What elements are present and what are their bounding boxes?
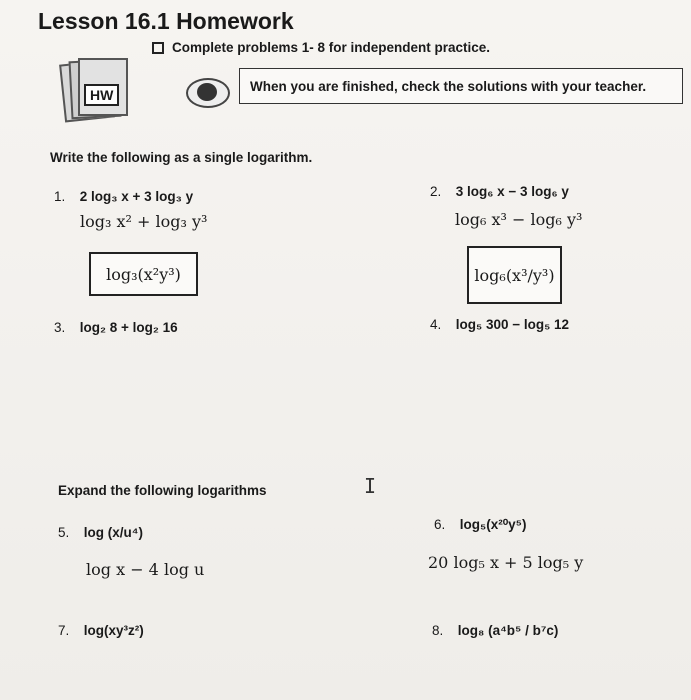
section1-instruction: Write the following as a single logarithm.: [50, 150, 313, 165]
problem-number: 2.: [430, 184, 442, 199]
problem-expression: log(xy³z²): [83, 623, 144, 638]
problem-4: [430, 317, 569, 332]
finish-note: When you are finished, check the solutions with your teacher.: [250, 78, 647, 94]
task-text: Complete problems 1- 8 for independent practice.: [172, 40, 491, 55]
problem-1-answer: log₃(x²y³): [106, 264, 181, 284]
problem-6-work: 20 log₅ x + 5 log₅ y: [428, 553, 584, 572]
problem-1: [54, 189, 193, 204]
problem-7: [58, 623, 144, 638]
problem-number: 3.: [54, 320, 66, 335]
problem-2-answer-box: [467, 246, 562, 304]
problem-6: [434, 517, 526, 533]
task-line: [152, 40, 490, 55]
section2-instruction: Expand the following logarithms: [58, 483, 267, 498]
problem-1-work: log₃ x² + log₃ y³: [80, 212, 208, 231]
problem-3: [54, 320, 178, 335]
problem-2-work: log₆ x³ − log₆ y³: [455, 210, 583, 229]
problem-2-answer: log₆(x³/y³): [474, 265, 555, 285]
check-solution-icon: [186, 78, 230, 108]
homework-icon: [62, 58, 152, 134]
problem-8: [432, 623, 558, 638]
problem-expression: 2 log₃ x + 3 log₃ y: [79, 189, 194, 204]
problem-number: 6.: [434, 517, 446, 532]
hw-label: HW: [84, 84, 119, 106]
problem-expression: log₅(x²⁰y⁵): [459, 517, 527, 532]
problem-expression: log₂ 8 + log₂ 16: [79, 320, 178, 335]
problem-number: 7.: [58, 623, 70, 638]
text-cursor-icon: I: [364, 474, 377, 498]
problem-number: 8.: [432, 623, 444, 638]
problem-2: [430, 184, 569, 199]
problem-5-work: log x − 4 log u: [86, 560, 205, 579]
problem-5: [58, 525, 143, 540]
problem-expression: log₈ (a⁴b⁵ / b⁷c): [457, 623, 559, 638]
page-title: Lesson 16.1 Homework: [38, 8, 294, 34]
problem-number: 4.: [430, 317, 442, 332]
task-checkbox[interactable]: [152, 42, 164, 54]
problem-expression: log₅ 300 − log₅ 12: [455, 317, 570, 332]
problem-1-answer-box: [89, 252, 198, 296]
problem-expression: 3 log₆ x − 3 log₆ y: [455, 184, 569, 199]
finish-note-box: [239, 68, 683, 104]
problem-number: 1.: [54, 189, 66, 204]
problem-expression: log (x/u⁴): [83, 525, 143, 540]
problem-number: 5.: [58, 525, 70, 540]
